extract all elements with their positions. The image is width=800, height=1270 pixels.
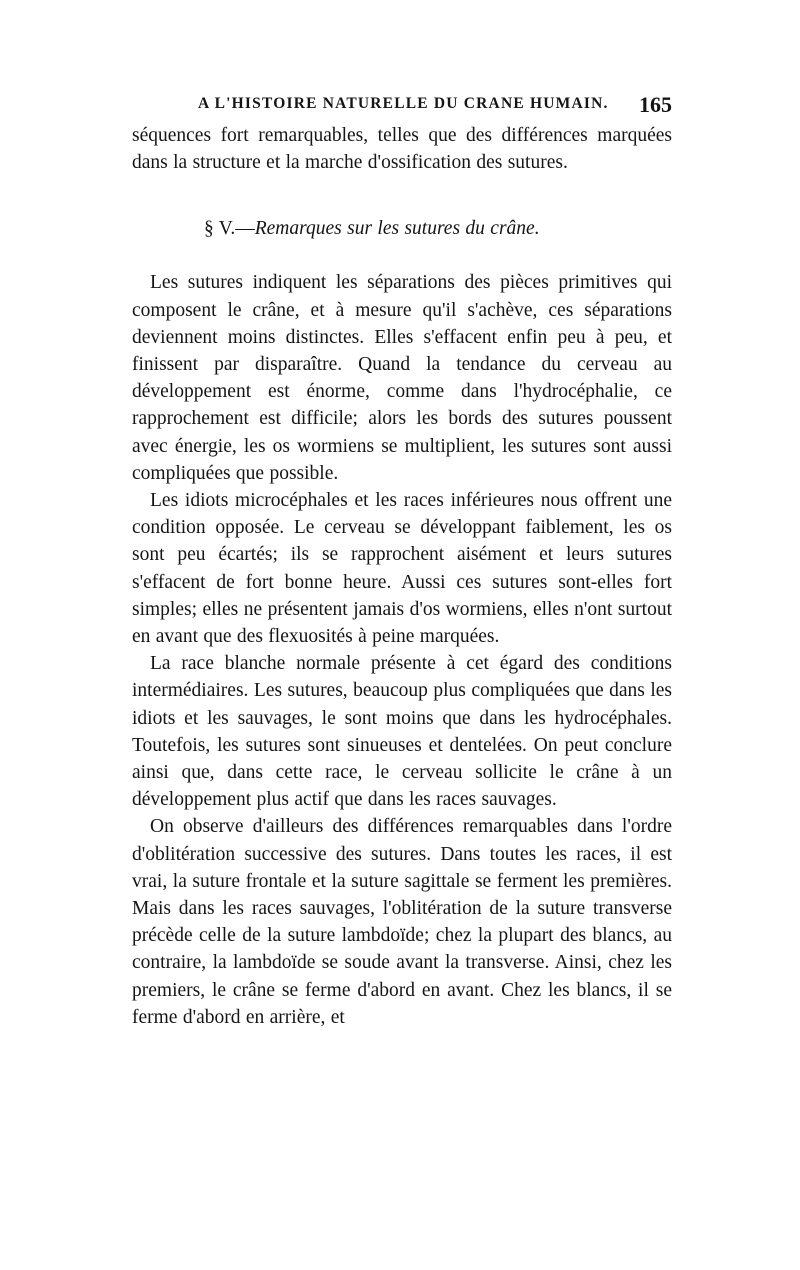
running-head: [132, 92, 672, 122]
section-dash: —: [235, 218, 255, 240]
section-number: § V.: [204, 218, 236, 240]
section-title: Remarques sur les sutures du crâne.: [254, 218, 540, 240]
opening-paragraph: séquences fort remarquables, telles que des différences marquées dans la structure et la marche d'ossification des sutures.: [132, 125, 672, 174]
paragraph-race-blanche: La race blanche normale présente à cet égard des conditions intermédiaires. Les sutures, beaucoup plus compliquées que dans les idiots et les sauvages, le sont moins que dans les hydrocéphales. Toutefois, les sutures sont sinueuses et dentelées. On peut conclure ainsi que, dans cette race, le cerveau sollicite le crâne à un développement plus actif que dans les races sauvages.: [132, 653, 672, 811]
book-page: [132, 92, 672, 1031]
running-title: A L'HISTOIRE NATURELLE DU CRANE HUMAIN.: [198, 95, 609, 112]
paragraph-sutures-separations: Les sutures indiquent les séparations des pièces primitives qui composent le crâne, et à mesure qu'il s'achève, ces séparations deviennent moins distinctes. Elles s'effacent enfin peu à peu, et finissent par disparaître. Quand la tendance du cerveau au développement est énorme, comme dans l'hydrocéphalie, ce rapprochement est difficile; alors les bords des sutures poussent avec énergie, les os wormiens se multiplient, les sutures sont aussi compliquées que possible.: [132, 272, 672, 484]
page-number: 165: [639, 92, 672, 117]
paragraph-idiots-microcephales: Les idiots microcéphales et les races inférieures nous offrent une condition opposée. Le cerveau se développant faiblement, les os sont peu écartés; ils se rapprochent aisément et leurs sutures s'effacent de fort bonne heure. Aussi ces sutures sont-elles fort simples; elles ne présentent jamais d'os wormiens, elles n'ont surtout en avant que des flexuosités à peine marquées.: [132, 490, 672, 648]
body-text: [132, 122, 672, 1031]
section-heading: [132, 215, 672, 242]
paragraph-obliteration-order: On observe d'ailleurs des différences remarquables dans l'ordre d'oblitération successive des sutures. Dans toutes les races, il est vrai, la suture frontale et la suture sagittale se ferment les premières. Mais dans les races sauvages, l'oblitération de la suture transverse précède celle de la suture lambdoïde; chez la plupart des blancs, au contraire, la lambdoïde se soude avant la transverse. Ainsi, chez les premiers, le crâne se ferme d'abord en avant. Chez les blancs, il se ferme d'abord en arrière, et: [132, 816, 672, 1028]
